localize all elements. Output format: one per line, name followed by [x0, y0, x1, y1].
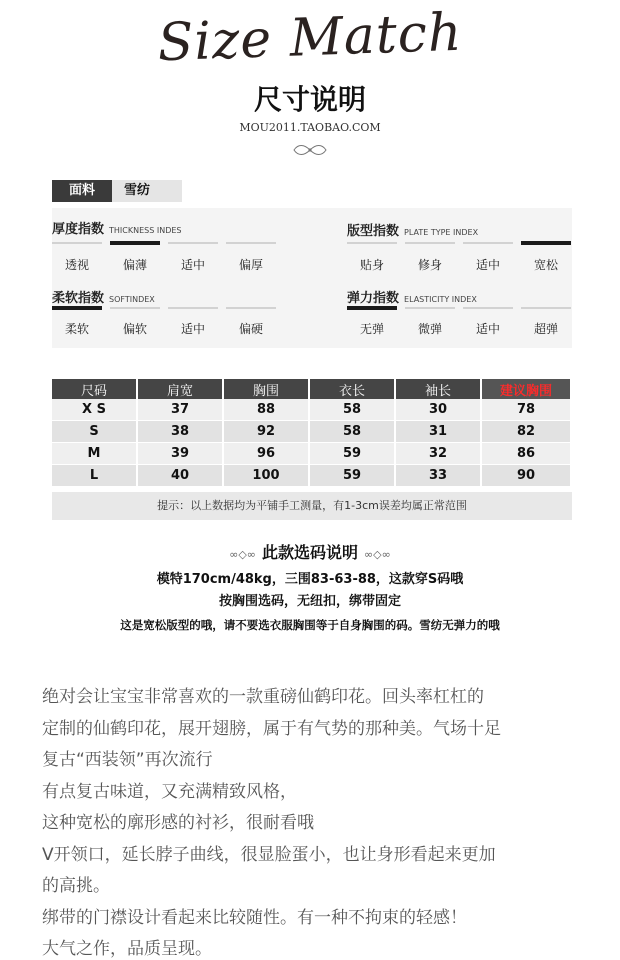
thickness-option-bar — [52, 242, 102, 244]
col-header-highlight: 建议胸围 — [482, 379, 572, 399]
fabric-label: 面料 — [52, 180, 112, 202]
table-cell: 88 — [224, 399, 310, 421]
plate-index-en: PLATE TYPE INDEX — [404, 228, 479, 237]
size-table — [52, 379, 572, 487]
plate-option-label: 宽松 — [533, 258, 558, 272]
description-line: 的高挑。 — [42, 876, 110, 896]
thickness-option-label: 偏厚 — [238, 258, 263, 272]
soft-option-label: 柔软 — [64, 322, 89, 336]
table-cell: 59 — [310, 443, 396, 465]
index-panel — [52, 208, 572, 348]
description-line: 绑带的门襟设计看起来比较随性。有一种不拘束的轻感！ — [42, 907, 467, 928]
table-cell: 38 — [138, 421, 224, 443]
description-line: 绝对会让宝宝非常喜欢的一款重磅仙鹤印花。回头率杠杠的 — [42, 687, 484, 707]
description-line: 定制的仙鹤印花，展开翅膀，属于有气势的那种美。气场十足 — [42, 718, 501, 739]
soft-option-bar — [110, 307, 160, 309]
elastic-option-label: 无弹 — [359, 322, 384, 336]
description-line: 复古“西装领”再次流行 — [42, 750, 213, 770]
ornament-icon: ∞◇∞ — [229, 548, 256, 561]
table-cell: M — [52, 443, 138, 465]
table-row — [52, 421, 572, 443]
selection-rule: 按胸围选码，无纽扣，绑带固定 — [218, 594, 401, 609]
elastic-option-label: 微弹 — [417, 322, 442, 336]
thickness-index-label: 厚度指数 — [52, 222, 105, 237]
table-cell: 33 — [396, 465, 482, 487]
table-cell: 39 — [138, 443, 224, 465]
plate-index-title — [347, 220, 478, 239]
thickness-option-bar — [168, 242, 218, 244]
soft-index-label: 柔软指数 — [52, 291, 105, 306]
table-cell: 96 — [224, 443, 310, 465]
table-cell: 32 — [396, 443, 482, 465]
fit-warning: 这是宽松版型的哦，请不要选衣服胸围等于自身胸围的码。雪纺无弹力的哦 — [120, 618, 500, 632]
fabric-value: 雪纺 — [124, 183, 151, 198]
col-header: 衣长 — [310, 379, 396, 399]
plate-option-label: 适中 — [475, 258, 500, 272]
shop-url: MOU2011.TAOBAO.COM — [239, 121, 381, 134]
table-cell: 78 — [482, 399, 572, 421]
plate-option-bar — [463, 242, 513, 244]
table-cell: 100 — [224, 465, 310, 487]
measurement-note: 提示：以上数据均为平铺手工测量，有1-3cm误差均属正常范围 — [52, 492, 572, 520]
table-cell: 92 — [224, 421, 310, 443]
plate-option-bar — [405, 242, 455, 244]
elastic-option-bar — [463, 307, 513, 309]
elastic-option-label: 适中 — [475, 322, 500, 336]
elastic-index-title — [347, 287, 477, 306]
table-cell: 59 — [310, 465, 396, 487]
table-row — [52, 443, 572, 465]
table-cell: 58 — [310, 399, 396, 421]
ornament-icon: ∞◇∞ — [364, 548, 391, 561]
size-match-logo: Size Match — [156, 2, 464, 74]
elastic-option-bar — [405, 307, 455, 309]
plate-index-label: 版型指数 — [347, 224, 400, 239]
thickness-index-title — [52, 218, 181, 237]
table-cell: 31 — [396, 421, 482, 443]
selection-title — [0, 540, 620, 563]
soft-option-label: 适中 — [180, 322, 205, 336]
elastic-index-en: ELASTICITY INDEX — [404, 295, 477, 304]
elastic-option-bar — [521, 307, 571, 309]
elastic-option-label: 超弹 — [533, 322, 558, 336]
soft-index-title — [52, 287, 155, 306]
page-title: 尺寸说明 — [253, 83, 366, 116]
col-header: 尺码 — [52, 379, 138, 399]
plate-option-label: 贴身 — [359, 258, 384, 272]
elastic-index-label: 弹力指数 — [347, 291, 400, 306]
soft-option-bar — [52, 306, 102, 310]
col-header: 胸围 — [224, 379, 310, 399]
table-cell: X S — [52, 399, 138, 421]
table-cell: 82 — [482, 421, 572, 443]
plate-option-bar — [521, 241, 571, 245]
table-cell: L — [52, 465, 138, 487]
soft-option-bar — [168, 307, 218, 309]
description-line: 大气之作，品质呈现。 — [42, 939, 212, 959]
plate-option-label: 修身 — [417, 258, 442, 272]
fabric-row — [52, 180, 182, 202]
soft-index-en: SOFTINDEX — [109, 295, 155, 304]
soft-option-label: 偏硬 — [238, 322, 263, 336]
size-table-header — [52, 379, 572, 399]
table-row — [52, 399, 572, 421]
table-cell: S — [52, 421, 138, 443]
col-header: 袖长 — [396, 379, 482, 399]
selection-title-text: 此款选码说明 — [261, 543, 358, 562]
plate-option-bar — [347, 242, 397, 244]
table-cell: 37 — [138, 399, 224, 421]
thickness-index-en: THICKNESS INDES — [109, 226, 182, 235]
thickness-option-label: 透视 — [64, 258, 89, 272]
thickness-option-label: 偏薄 — [122, 258, 147, 272]
table-cell: 90 — [482, 465, 572, 487]
elastic-option-bar — [347, 306, 397, 310]
thickness-option-label: 适中 — [180, 258, 205, 272]
thickness-option-bar — [110, 241, 160, 245]
description-line: 有点复古味道，又充满精致风格， — [42, 781, 297, 802]
table-cell: 58 — [310, 421, 396, 443]
table-cell: 30 — [396, 399, 482, 421]
table-cell: 40 — [138, 465, 224, 487]
description-line: V开领口，延长脖子曲线，很显脸蛋小，也让身形看起来更加 — [42, 844, 496, 865]
product-description — [42, 682, 582, 960]
table-cell: 86 — [482, 443, 572, 465]
model-info: 模特170cm/48kg，三围83-63-88，这款穿S码哦 — [156, 572, 464, 587]
thickness-option-bar — [226, 242, 276, 244]
ornament-icon — [290, 143, 330, 157]
description-line: 这种宽松的廓形感的衬衫，很耐看哦 — [42, 813, 314, 833]
soft-option-label: 偏软 — [122, 322, 147, 336]
col-header: 肩宽 — [138, 379, 224, 399]
table-row — [52, 465, 572, 487]
soft-option-bar — [226, 307, 276, 309]
